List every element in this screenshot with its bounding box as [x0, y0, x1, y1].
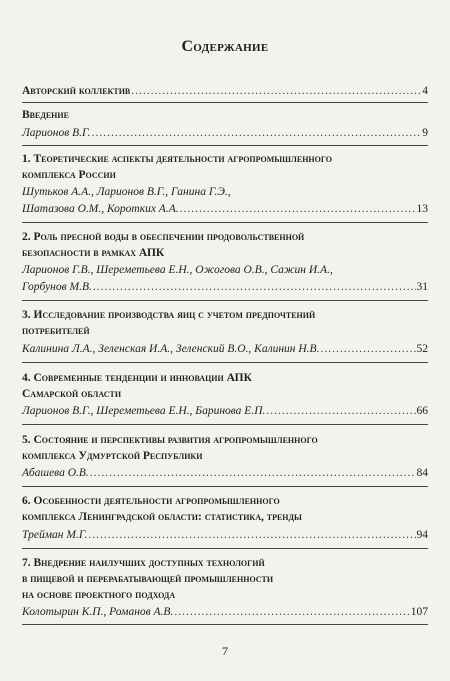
toc-heading: 5. Состояние и перспективы развития агропромышленного — [22, 434, 318, 446]
toc-heading: комплекса Удмуртской Республики — [22, 450, 203, 462]
toc-heading: 3. Исследование производства яиц с учетом предпочтений — [22, 309, 316, 321]
toc-entry-authors-collective — [22, 84, 428, 98]
toc-entry-chapter-2 — [22, 280, 428, 294]
toc-heading: безопасности в рамках АПК — [22, 247, 165, 259]
toc-entry-chapter-1 — [22, 202, 428, 216]
toc-heading: Авторский коллектив — [22, 85, 131, 97]
leader-dots — [131, 84, 421, 98]
toc-entry-chapter-6 — [22, 528, 428, 542]
toc-authors: Шутьков А.А., Ларионов В.Г., Ганина Г.Э., — [22, 186, 231, 198]
toc-authors: Шатазова О.М., Коротких А.А. — [22, 203, 179, 215]
toc-authors: Ларионов В.Г. — [22, 127, 91, 139]
toc-authors: Ларионов Г.В., Шереметьева Е.Н., Ожогова О.В., Сажин И.А., — [22, 264, 333, 276]
toc-authors: Колотырин К.П., Романов А.В. — [22, 606, 174, 618]
divider — [22, 548, 428, 549]
toc-heading: комплекса Ленинградской области: статистика, тренды — [22, 511, 302, 523]
toc-page-number: 66 — [416, 405, 428, 417]
divider — [22, 624, 428, 625]
leader-dots — [320, 342, 415, 356]
toc-heading: на основе проектного подхода — [22, 589, 176, 601]
toc-page-number: 107 — [410, 606, 428, 618]
toc-entry-chapter-5 — [22, 466, 428, 480]
leader-dots — [180, 202, 416, 216]
toc-heading: 7. Внедрение наилучших доступных технологий — [22, 557, 265, 569]
toc-page-number: 94 — [416, 529, 428, 541]
toc-heading: 4. Современные тенденции и инновации АПК — [22, 372, 252, 384]
divider — [22, 145, 428, 146]
toc-heading: 1. Теоретические аспекты деятельности агропромышленного — [22, 153, 332, 165]
toc-heading: потребителей — [22, 325, 90, 337]
toc-authors: Горбунов М.В. — [22, 281, 92, 293]
leader-dots — [93, 280, 416, 294]
toc-heading: 2. Роль пресной воды в обеспечении продовольственной — [22, 231, 305, 243]
leader-dots — [266, 404, 415, 418]
toc-heading: комплекса России — [22, 169, 116, 181]
toc-authors: Трейман М.Г. — [22, 529, 88, 541]
toc-entry-chapter-7 — [22, 605, 428, 619]
toc-authors: Абашева О.В. — [22, 467, 89, 479]
divider — [22, 486, 428, 487]
toc-page-number: 9 — [422, 127, 428, 139]
toc-heading: в пищевой и перерабатывающей промышленности — [22, 573, 274, 585]
page-number: 7 — [222, 644, 228, 658]
toc-heading: Самарской области — [22, 388, 122, 400]
divider — [22, 424, 428, 425]
toc-heading: 6. Особенности деятельности агропромышленного — [22, 495, 280, 507]
leader-dots — [90, 466, 416, 480]
toc-heading: Введение — [22, 109, 69, 121]
toc-entry-chapter-3 — [22, 342, 428, 356]
toc-authors: Калинина Л.А., Зеленская И.А., Зеленский В.О., Калинин Н.В. — [22, 343, 320, 355]
toc-entry-intro — [22, 126, 428, 140]
leader-dots — [92, 126, 422, 140]
divider — [22, 102, 428, 103]
leader-dots — [174, 605, 409, 619]
toc-authors: Ларионов В.Г., Шереметьева Е.Н., Баринова Е.П. — [22, 405, 266, 417]
toc-page-number: 84 — [416, 467, 428, 479]
divider — [22, 362, 428, 363]
toc-page-number: 52 — [416, 343, 428, 355]
toc-entry-chapter-4 — [22, 404, 428, 418]
toc-page-number: 4 — [422, 85, 428, 97]
page-title: Содержание — [181, 38, 269, 55]
divider — [22, 300, 428, 301]
leader-dots — [88, 528, 415, 542]
toc-page-number: 13 — [416, 203, 428, 215]
divider — [22, 222, 428, 223]
toc-page-number: 31 — [416, 281, 428, 293]
